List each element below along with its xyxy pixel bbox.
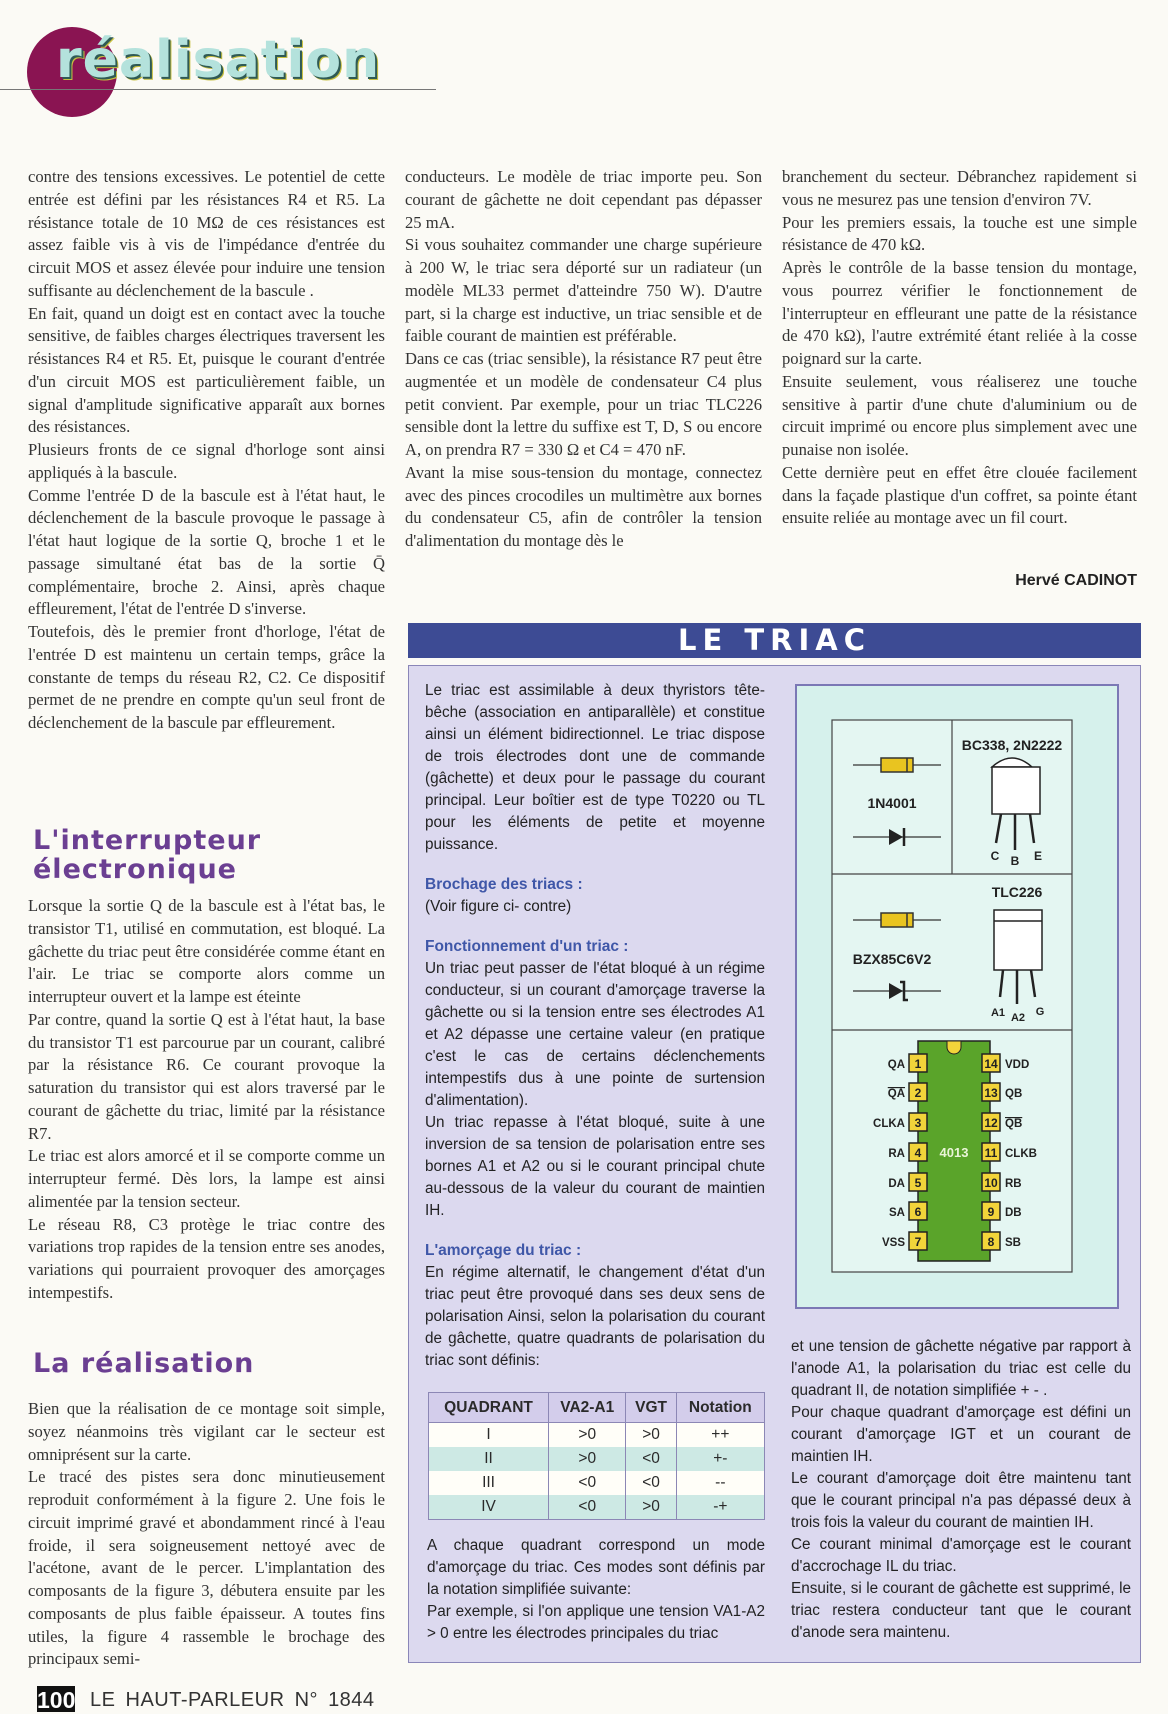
paragraph: Pour les premiers essais, la touche est une simple résistance de 470 kΩ.: [782, 212, 1137, 255]
paragraph: Le courant d'amorçage doit être maintenu tant que le courant principal n'a pas dépassé deux à trois fois la valeur du courant de maintien IH.: [791, 1470, 1131, 1531]
pin-name: CLKA: [873, 1118, 905, 1130]
cell: --: [676, 1471, 764, 1495]
paragraph: Un triac peut passer de l'état bloqué à un régime conducteur, si un courant d'amorçage traverse la gâchette ou si la tension entre ses électrodes A1 et A2 dépasse une certaine valeur (en pratique c'est le cas de certains déclenchements intempestifs dus à une pointe de surtension d'alimentation).: [425, 960, 765, 1109]
pin-name: QB: [1005, 1118, 1023, 1130]
cell: II: [429, 1447, 549, 1471]
column-header: Notation: [676, 1393, 764, 1423]
column-header: VA2-A1: [549, 1393, 626, 1423]
cell: <0: [549, 1495, 626, 1520]
paragraph: Un triac repasse à l'état bloqué, suite à une inversion de sa tension de polarisation entre ses bornes A1 et A2 ou si le courant principal chute au-dessous de la valeur du courant de maintien IH.: [425, 1114, 765, 1219]
pinout-diagram: [795, 684, 1119, 1309]
triac-right-text: [791, 1336, 1131, 1644]
paragraph: Dans ce cas (triac sensible), la résistance R7 peut être augmentée et un modèle de condensateur C4 plus petit convient. Par exemple, pour un triac TLC226 sensible dont la lettre du suffixe est T, D, S ou encore A, on prendra R7 = 330 Ω et C4 = 470 nF.: [405, 349, 762, 459]
paragraph: Le triac est alors amorcé et il se comporte comme un interrupteur fermé. Dès lors, la lampe est ainsi alimentée par la tension secteur.: [28, 1146, 385, 1211]
pin-number: 2: [914, 1086, 922, 1100]
pin-number: 11: [984, 1146, 998, 1160]
triac-part-label: TLC226: [991, 884, 1043, 900]
paragraph: En fait, quand un doigt est en contact avec la touche sensitive, de faibles charges électriques traversent les résistances R4 et R5. Et, puisque le courant d'entrée d'un circuit MOS est particulièrement faible, un signal d'amplitude significative apparaît aux bornes des résistances.: [28, 303, 385, 437]
heading-interrupteur: [33, 826, 261, 884]
paragraph: Comme l'entrée D de la bascule est à l'état haut, le déclenchement de la bascule provoque le passage à l'état haut logique de la sortie Q, broche 1 et le passage simultané état bas de la sortie Q̄ complémentaire, broche 2. Ainsi, après chaque effleurement, l'état de l'entrée D s'inverse.: [28, 485, 385, 619]
spacer: [425, 1222, 765, 1240]
paragraph: Toutefois, dès le premier front d'horloge, l'état de l'entrée D est maintenu un certain temps, grâce la constante de temps du réseau R2, C2. Ce dispositif permet de ne prendre en compte qu'un seul front de déclenchement de la bascule par effleurement.: [28, 622, 385, 732]
table-row: [429, 1471, 765, 1495]
paragraph: Par contre, quand la sortie Q est à l'état haut, la base du transistor T1 est parcourue par un courant, calibré par la résistance R6. Ce courant provoque la saturation du transistor qui est alors traversé par le courant de gâchette du triac, limité par la résistance R7.: [28, 1009, 385, 1143]
cell: >0: [626, 1423, 676, 1448]
column-header: VGT: [626, 1393, 676, 1423]
pin-number: 9: [987, 1205, 995, 1219]
pin-name: VDD: [1005, 1059, 1030, 1071]
column-header: QUADRANT: [429, 1393, 549, 1423]
paragraph: En régime alternatif, le changement d'état d'un triac peut être provoqué dans ses deux sens de polarisation Ainsi, selon la polarisation du courant de gâchette, quatre quadrants de polarisation du triac sont définis:: [425, 1264, 765, 1369]
pin-number: 4: [914, 1146, 922, 1160]
paragraph: Le tracé des pistes sera donc minutieusement reproduit conformément à la figure 2. Une fois le circuit imprimé gravé et abondamment rincé à l'eau froide, il sera soigneusement nettoyé avec de l'acétone, avant de le percer. L'implantation des composants de la figure 3, débutera ensuite par les composants de plus faible épaisseur. A toutes fins utiles, la figure 4 rassemble le brochage des principaux semi-: [28, 1467, 385, 1669]
pin-label: A1: [990, 1007, 1006, 1019]
paragraph: conducteurs. Le modèle de triac importe peu. Son courant de gâchette ne doit cependant pas dépasser 25 mA.: [405, 167, 762, 232]
cell: +-: [676, 1447, 764, 1471]
pin-name: CLKB: [1005, 1148, 1037, 1160]
column-3: [782, 166, 1137, 530]
paragraph: Le réseau R8, C3 protège le triac contre des variations trop rapides de la tension entre ses anodes, variations qui pourraient provoquer des amorçages intempestifs.: [28, 1214, 385, 1302]
cell: >0: [549, 1423, 626, 1448]
pin-number: 10: [984, 1176, 998, 1190]
paragraph: (Voir figure ci- contre): [425, 898, 572, 915]
paragraph: contre des tensions excessives. Le potentiel de cette entrée est défini par les résistances R4 et R5. La résistance totale de 10 MΩ de ces résistances est assez faible vis à vis de l'impédance d'entrée du circuit MOS et assez élevée pour induire une tension suffisante au déclenchement de la bascule .: [28, 167, 385, 300]
pin-name: VSS: [881, 1237, 905, 1249]
cell: ++: [676, 1423, 764, 1448]
paragraph: et une tension de gâchette négative par rapport à l'anode A1, la polarisation du triac est celle du quadrant II, de notation simplifiée + - .: [791, 1338, 1131, 1399]
column-1-part-1: [28, 166, 385, 735]
table-row: [429, 1447, 765, 1471]
diode1-label: 1N4001: [867, 795, 917, 811]
ic-name: 4013: [939, 1145, 969, 1160]
subheading-amorcage: L'amorçage du triac :: [425, 1242, 582, 1259]
pin-label: A2: [1010, 1012, 1026, 1024]
pin-name: DA: [888, 1178, 905, 1190]
pin-number: 7: [914, 1235, 922, 1249]
pin-number: 6: [914, 1205, 922, 1219]
paragraph: Ce courant minimal d'amorçage est le courant d'accrochage IL du triac.: [791, 1536, 1131, 1575]
pin-name: QB: [1005, 1088, 1023, 1100]
column-2: [405, 166, 762, 553]
spacer: [425, 856, 765, 874]
table-row: [429, 1423, 765, 1448]
paragraph: Lorsque la sortie Q de la bascule est à l'état bas, le transistor T1, utilisé en commutation, est bloqué. La gâchette du triac peut être considérée comme étant en l'air. Le triac se comporte alors comme un interrupteur ouvert et la lampe est éteinte: [28, 896, 385, 1006]
column-1-part-3: [28, 1398, 385, 1671]
cell: <0: [549, 1471, 626, 1495]
table-row: [429, 1495, 765, 1520]
pin-number: 12: [984, 1116, 998, 1130]
pin-number: 8: [987, 1235, 995, 1249]
pin-name: QA: [887, 1059, 905, 1071]
transistor-label: BC338, 2N2222: [961, 737, 1063, 753]
author-signature: Hervé CADINOT: [1015, 572, 1137, 589]
triac-package-icon: [994, 910, 1042, 1004]
pin-name: SA: [889, 1207, 905, 1219]
paragraph: Ensuite, si le courant de gâchette est supprimé, le triac restera conducteur tant que le courant d'anode sera maintenu.: [791, 1580, 1131, 1641]
pin-number: 13: [984, 1086, 998, 1100]
cell: >0: [549, 1447, 626, 1471]
pin-number: 1: [914, 1057, 922, 1071]
cell: <0: [626, 1471, 676, 1495]
pin-name: SB: [1005, 1237, 1021, 1249]
page-number: 100: [37, 1687, 76, 1713]
cell: -+: [676, 1495, 764, 1520]
pin-label: G: [1035, 1006, 1045, 1018]
paragraph: Le triac est assimilable à deux thyristors tête-bêche (association en antiparallèle) et constitue ainsi un élément bidirectionnel. Le triac dispose de trois électrodes dont une de commande (gâchette) et deux pour le passage du courant principal. Leur boîtier est de type T0220 ou TL pour les éléments de petite et moyenne puissance.: [425, 682, 765, 853]
triac-box-title: LE TRIAC: [408, 623, 1141, 658]
pin-label: E: [1033, 849, 1043, 863]
heading-realisation: La réalisation: [33, 1348, 255, 1379]
paragraph: Bien que la réalisation de ce montage soit simple, soyez néanmoins très vigilant car le secteur est omniprésent sur la carte.: [28, 1399, 385, 1464]
section-title: réalisation: [56, 30, 381, 90]
subheading-brochage: Brochage des triacs :: [425, 876, 583, 893]
paragraph: branchement du secteur. Débranchez rapidement si vous ne mesurez pas une tension d'environ 7V.: [782, 167, 1137, 209]
paragraph: Pour chaque quadrant d'amorçage est défini un courant d'amorçage IGT et un courant de maintien IH.: [791, 1404, 1131, 1465]
pin-name: DB: [1005, 1207, 1022, 1219]
pin-label: C: [990, 849, 1000, 863]
ic-notch-icon: [947, 1041, 961, 1054]
paragraph: Cette dernière peut en effet être clouée facilement dans la façade plastique d'un coffret, sa pointe étant ensuite reliée au montage avec un fil court.: [782, 462, 1137, 528]
triac-left-text: [425, 680, 765, 1372]
paragraph: Par exemple, si l'on applique une tension VA1-A2 > 0 entre les électrodes principales du triac: [427, 1603, 765, 1642]
paragraph: Après le contrôle de la basse tension du montage, vous pourrez vérifier le fonctionnement de l'interrupteur en effleurant une patte de la résistance de 470 kΩ), l'autre extrémité étant reliée à la cosse poignard sur la carte.: [782, 258, 1137, 368]
pin-name: RA: [888, 1148, 905, 1160]
heading-line: L'interrupteur: [33, 825, 262, 856]
diode2-label: BZX85C6V2: [852, 951, 932, 967]
paragraph: Ensuite seulement, vous réaliserez une touche sensitive à partir d'une chute d'aluminium ou de circuit imprimé ou encore plus simplement avec une punaise non isolée.: [782, 371, 1137, 459]
paragraph: A chaque quadrant correspond un mode d'amorçage du triac. Ces modes sont définis par la notation simplifiée suivante:: [427, 1537, 765, 1598]
table-header-row: [429, 1393, 765, 1423]
quadrant-table: [428, 1392, 765, 1520]
pin-name: RB: [1005, 1178, 1022, 1190]
paragraph: Avant la mise sous-tension du montage, connectez avec des pinces crocodiles un multimètre aux bornes du condensateur C5, afin de contrôler la tension d'alimentation du montage dès le: [405, 462, 762, 550]
subheading-fonctionnement: Fonctionnement d'un triac :: [425, 938, 629, 955]
cell: IV: [429, 1495, 549, 1520]
cell: >0: [626, 1495, 676, 1520]
heading-line: électronique: [33, 854, 237, 885]
pin-label: B: [1010, 854, 1020, 868]
column-1-part-2: [28, 895, 385, 1305]
paragraph: Si vous souhaitez commander une charge supérieure à 200 W, le triac sera déporté sur un radiateur (un modèle ML33 permet d'atteindre 750 W). D'autre part, si la charge est inductive, un triac sensible et de faible courant de maintien est préférable.: [405, 235, 762, 346]
pin-name: QA: [887, 1088, 905, 1100]
pin-number: 3: [914, 1116, 922, 1130]
paragraph: Plusieurs fronts de ce signal d'horloge sont ainsi appliqués à la bascule.: [28, 440, 385, 482]
spacer: [425, 918, 765, 936]
pin-number: 5: [914, 1176, 922, 1190]
cell: I: [429, 1423, 549, 1448]
cell: <0: [626, 1447, 676, 1471]
pin-number: 14: [984, 1057, 998, 1071]
triac-after-table-text: [427, 1535, 765, 1645]
cell: III: [429, 1471, 549, 1495]
magazine-issue: LE HAUT-PARLEUR N° 1844: [90, 1689, 375, 1711]
